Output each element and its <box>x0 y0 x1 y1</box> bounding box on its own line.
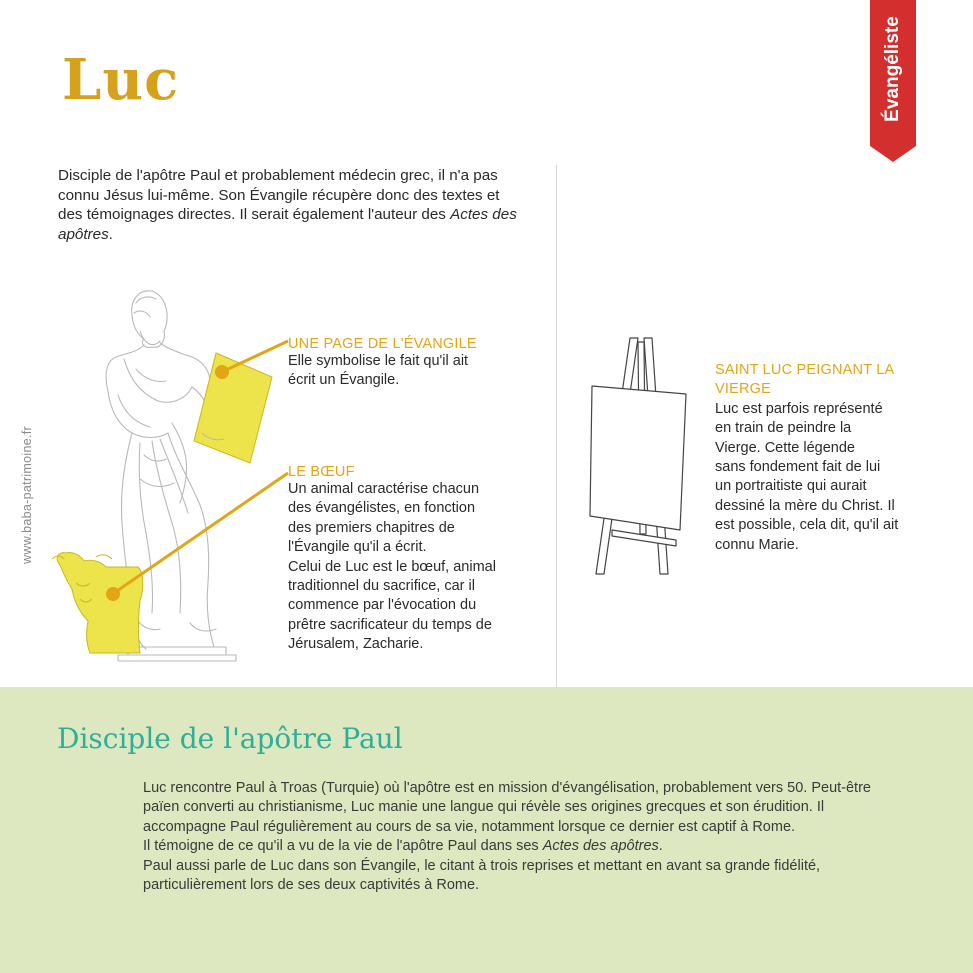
section-title: Disciple de l'apôtre Paul <box>57 722 403 755</box>
intro-text: Disciple de l'apôtre Paul et probablement médecin grec, il n'a pas connu Jésus lui-même. Son Évangile récupère donc des textes et des témoignages directes. Il serait également l'auteur des <box>58 167 500 223</box>
side-url <box>20 410 34 580</box>
banner-label: Évangéliste <box>882 16 903 122</box>
note-painting <box>715 361 925 555</box>
note-ox <box>288 464 528 655</box>
paragraph-text: Il témoigne de ce qu'il a vu de la vie de l'apôtre Paul dans ses <box>143 838 543 855</box>
note-text: Luc est parfois représenté en train de peindre la Vierge. Cette légende sans fondement fait de lui un portraitiste qui aurait dessiné la mère du Christ. Il est possible, cela dit, qu'il ait connu Marie. <box>715 400 899 553</box>
page-title: Luc <box>62 47 180 113</box>
intro-italic: Actes des apôtres <box>58 206 517 243</box>
statue-illustration <box>40 283 290 663</box>
paragraph-end: . <box>658 838 663 855</box>
column-divider <box>556 165 557 687</box>
side-url-text: www.baba-patrimoine.fr <box>20 426 34 564</box>
paragraph-italic: Actes des apôtres <box>542 838 659 855</box>
section-paragraph: Paul aussi parle de Luc dans son Évangile, le citant à trois reprises et mettant en avant sa grande fidélité, particulièrement lors de ses deux captivités à Rome. <box>143 857 821 894</box>
easel-illustration <box>582 334 692 578</box>
note-heading: LE BŒUF <box>288 464 355 480</box>
note-heading: SAINT LUC PEIGNANT LA VIERGE <box>715 362 895 398</box>
intro-paragraph <box>58 166 522 244</box>
note-heading: UNE PAGE DE L'ÉVANGILE <box>288 336 477 352</box>
intro-end: . <box>108 225 113 243</box>
section-body <box>143 779 903 895</box>
category-banner <box>870 0 916 162</box>
note-text: Elle symbolise le fait qu'il ait écrit un Évangile. <box>288 353 469 389</box>
section-paragraph: Luc rencontre Paul à Troas (Turquie) où l'apôtre est en mission d'évangélisation, probablement vers 50. Peut-être païen converti au christianisme, Luc manie une langue qui révèle ses origines grecques et son érudition. Il accompagne Paul régulièrement au cours de sa vie, notamment lorsque ce dernier est captif à Rome. <box>143 780 871 835</box>
note-gospel-page <box>288 336 528 391</box>
section-paragraph <box>143 837 903 856</box>
note-text: Un animal caractérise chacun des évangélistes, en fonction des premiers chapitres de l'Évangile qu'il a écrit. Celui de Luc est le bœuf, animal traditionnel du sacrifice, car il commence par l'évocation du prêtre sacrificateur du temps de Jérusalem, Zacharie. <box>288 481 496 653</box>
